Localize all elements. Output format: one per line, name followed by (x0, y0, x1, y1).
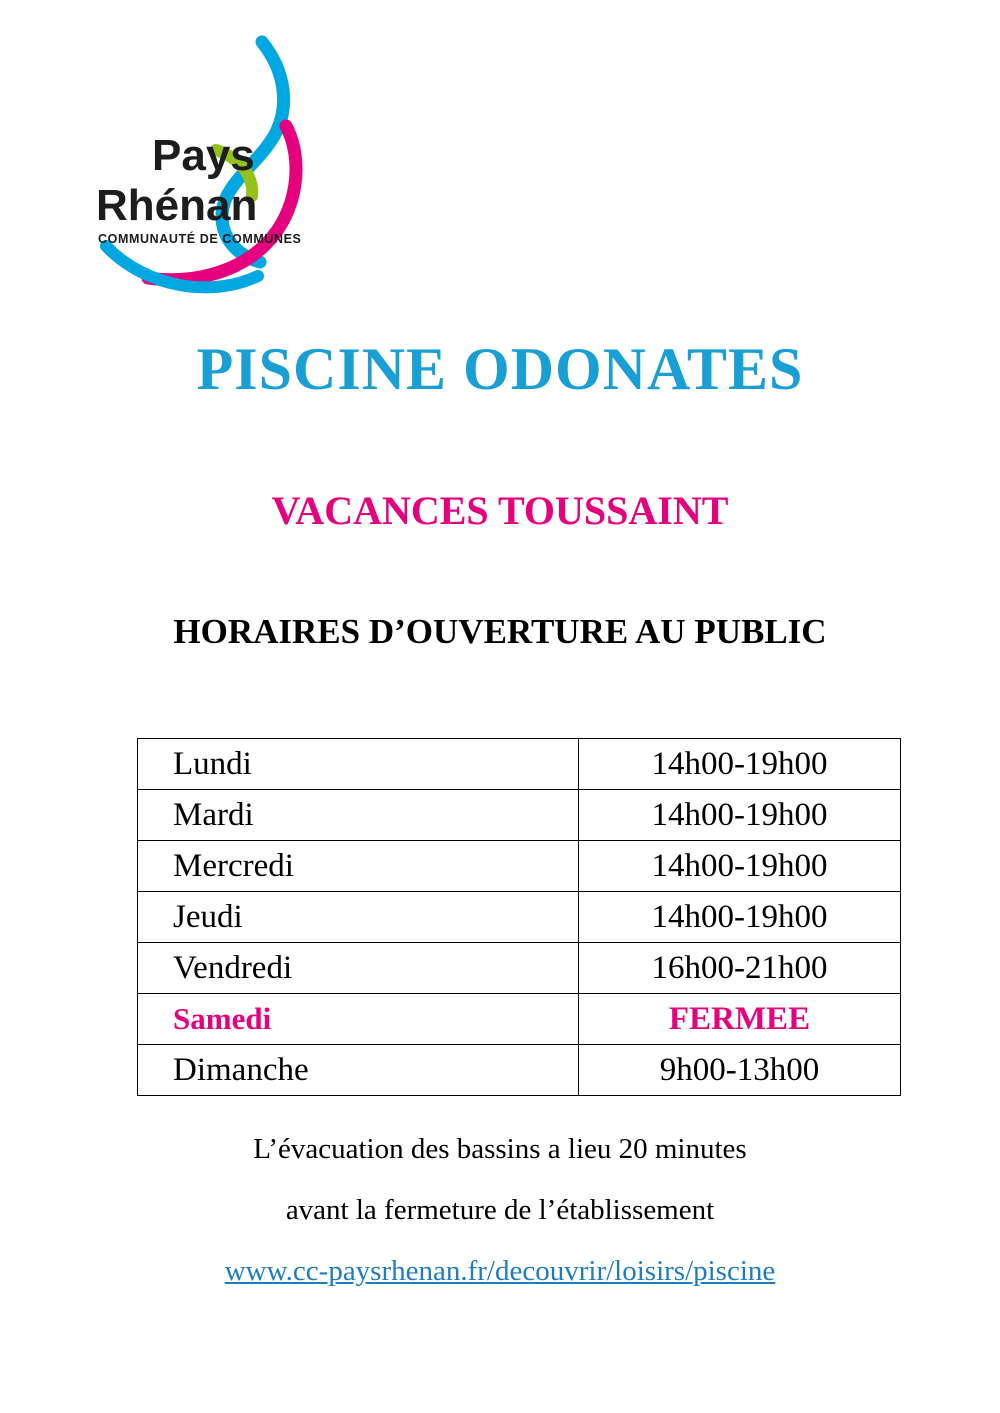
table-row (138, 841, 901, 892)
evacuation-note-line2: avant la fermeture de l’établissement (285, 1194, 715, 1226)
table-row (138, 739, 901, 790)
page-subtitle: VACANCES TOUSSAINT (271, 488, 729, 533)
logo-text-line2: Rhénan (96, 181, 258, 230)
section-title: HORAIRES D’OUVERTURE AU PUBLIC (173, 612, 827, 651)
day-label: Mardi (138, 790, 579, 841)
day-label: Vendredi (138, 943, 579, 994)
logo-tagline: COMMUNAUTÉ DE COMMUNES (98, 232, 302, 246)
hours-value: 14h00-19h00 (579, 841, 901, 892)
day-label: Samedi (138, 994, 579, 1045)
opening-hours-table (137, 738, 901, 1096)
day-label: Jeudi (138, 892, 579, 943)
table-row (138, 943, 901, 994)
page-title: PISCINE ODONATES (196, 336, 804, 402)
table-row (138, 790, 901, 841)
day-label: Dimanche (138, 1045, 579, 1096)
table-row (138, 1045, 901, 1096)
hours-value: 16h00-21h00 (579, 943, 901, 994)
table-row-closed (138, 994, 901, 1045)
hours-value: 14h00-19h00 (579, 790, 901, 841)
hours-value: 14h00-19h00 (579, 739, 901, 790)
evacuation-note-line1: L’évacuation des bassins a lieu 20 minutes (253, 1133, 747, 1165)
website-link[interactable]: www.cc-paysrhenan.fr/decouvrir/loisirs/piscine (224, 1255, 776, 1287)
day-label: Mercredi (138, 841, 579, 892)
logo-text-line1: Pays (152, 131, 255, 180)
pays-rhenan-logo (90, 30, 320, 300)
table-row (138, 892, 901, 943)
status-badge: FERMEE (579, 994, 901, 1045)
hours-value: 14h00-19h00 (579, 892, 901, 943)
day-label: Lundi (138, 739, 579, 790)
hours-value: 9h00-13h00 (579, 1045, 901, 1096)
